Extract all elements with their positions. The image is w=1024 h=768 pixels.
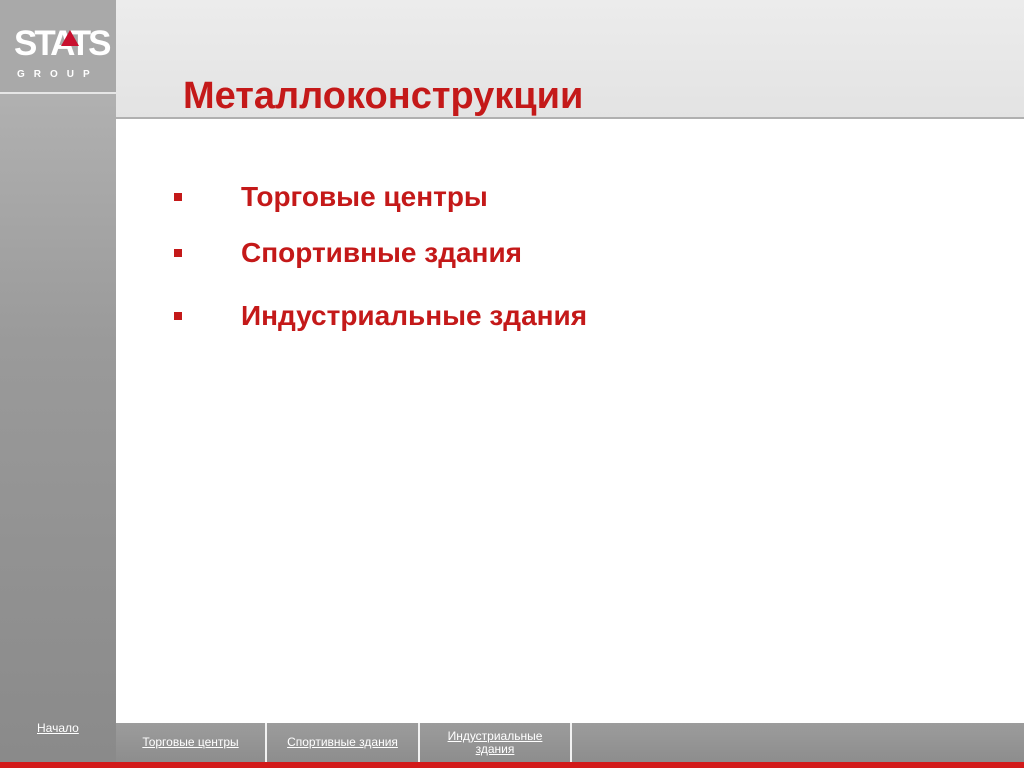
page-title: Металлоконструкции (183, 75, 584, 117)
bullet-square-icon (174, 193, 182, 201)
logo-divider (0, 92, 116, 94)
bullet-square-icon (174, 312, 182, 320)
bullet-text: Спортивные здания (241, 237, 523, 268)
bottom-nav-bar (116, 723, 1024, 762)
left-sidebar (0, 0, 116, 762)
logo-area (0, 0, 116, 92)
bullet-square-icon (174, 249, 182, 257)
bullet-text: Индустриальные здания (241, 300, 588, 331)
bottom-red-strip (0, 762, 1024, 768)
logo-sub-text: GROUP (17, 69, 99, 80)
nav-link-shopping-centers[interactable]: Торговые центры (142, 735, 239, 749)
nav-link-sports-buildings[interactable]: Спортивные здания (287, 735, 398, 749)
home-link[interactable]: Начало (37, 721, 79, 735)
logo-triangle-icon (61, 30, 79, 46)
stats-group-logo (14, 24, 109, 84)
nav-link-industrial-buildings[interactable]: Индустриальные здания (447, 728, 543, 756)
nav-divider (570, 723, 572, 762)
logo-brand-text: STATS (14, 24, 109, 63)
bullet-text: Торговые центры (241, 181, 488, 212)
